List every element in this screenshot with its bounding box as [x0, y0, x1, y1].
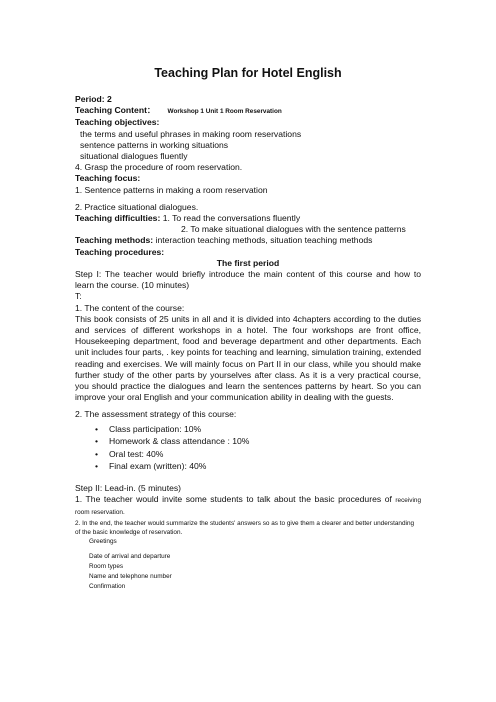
list-item — [95, 460, 472, 473]
difficulties-item-2: 2. To make situational dialogues with the sentence patterns — [181, 224, 406, 235]
spacer — [75, 473, 472, 483]
list-item — [95, 423, 472, 436]
t-label: T: — [75, 291, 82, 302]
focus-item: 1. Sentence patterns in making a room reservation — [75, 184, 268, 195]
teaching-content-value: Workshop 1 Unit 1 Room Reservation — [167, 108, 282, 116]
teaching-content-label: Teaching Content： — [75, 105, 156, 116]
assessment-item: Oral test: 40% — [109, 448, 164, 459]
methods-value: interaction teaching methods, situation teaching methods — [155, 235, 373, 246]
objectives-label: Teaching objectives: — [75, 117, 160, 128]
objective-item: situational dialogues fluently — [80, 151, 188, 162]
first-period-heading: The first period — [216, 257, 280, 268]
reservation-step: Date of arrival and departure — [89, 553, 171, 561]
assessment-item: Class participation: 10% — [109, 423, 202, 434]
course-content-paragraph: This book consists of 25 units in all and it is divided into 4chapters according to the duties and services of different workshops in a hotel. The four workshops are front office, Housekeeping department, food and beverage department and other departments. Each unit includes four parts, . key points for teaching and learning, simulation training, extended reading and exercises. We will mainly focus on Part II in our class, while you should make further study of the other parts by yourselves after class. As it is a very practical course, you should practice the dialogues and learn the sentences patterns by heart. So you can improve your oral English and your communication ability in dealing with the guests. — [75, 313, 421, 403]
reservation-step: Greetings — [89, 537, 117, 545]
step2-item-1 — [75, 494, 421, 518]
step2-heading: Step II: Lead-in. (5 minutes) — [75, 483, 182, 494]
objective-item: sentence patterns in working situations — [80, 139, 229, 150]
difficulties-item: 1. To read the conversations fluently — [162, 213, 301, 224]
reservation-step: Room types — [89, 563, 124, 571]
period-line: Period: 2 — [75, 94, 112, 104]
reservation-step: Confirmation — [89, 582, 126, 590]
assessment-heading: 2. The assessment strategy of this course: — [75, 409, 237, 420]
bullet-icon: • — [95, 423, 99, 434]
assessment-item: Homework & class attendance : 10% — [109, 436, 250, 447]
difficulties-label: Teaching difficulties: — [75, 213, 161, 224]
methods-line — [75, 235, 472, 246]
reservation-step: Name and telephone number — [89, 573, 172, 581]
step2-item-1-main: 1. The teacher would invite some students to talk about the basic procedures of — [75, 494, 392, 505]
focus-label: Teaching focus: — [75, 173, 141, 184]
methods-label: Teaching methods: — [75, 235, 154, 246]
bullet-icon: • — [95, 448, 99, 459]
list-item — [95, 448, 472, 461]
focus-item: 2. Practice situational dialogues. — [75, 201, 199, 212]
course-content-heading: 1. The content of the course: — [75, 302, 185, 313]
step1-text: Step I: The teacher would briefly introduce the main content of this course and how to learn the course. (10 minutes) — [75, 269, 421, 291]
list-item — [95, 435, 472, 448]
objective-item: the terms and useful phrases in making room reservations — [80, 128, 302, 139]
step2-item-2: 2. In the end, the teacher would summarize the students' answers so as to give them a clearer and better understanding of the basic knowledge of reservation. — [75, 519, 415, 536]
teaching-content-line — [75, 105, 472, 117]
document-title: Teaching Plan for Hotel English — [154, 66, 342, 80]
assessment-list — [75, 423, 472, 473]
bullet-icon: • — [95, 436, 99, 447]
assessment-item: Final exam (written): 40% — [109, 461, 207, 472]
step2-item-1-tail: receiving room reservation. — [75, 497, 421, 517]
procedures-label: Teaching procedures: — [75, 246, 165, 257]
objective-item: 4. Grasp the procedure of room reservation. — [75, 162, 243, 173]
bullet-icon: • — [95, 461, 99, 472]
difficulties-line — [75, 213, 472, 224]
reservation-steps-list — [75, 537, 472, 592]
